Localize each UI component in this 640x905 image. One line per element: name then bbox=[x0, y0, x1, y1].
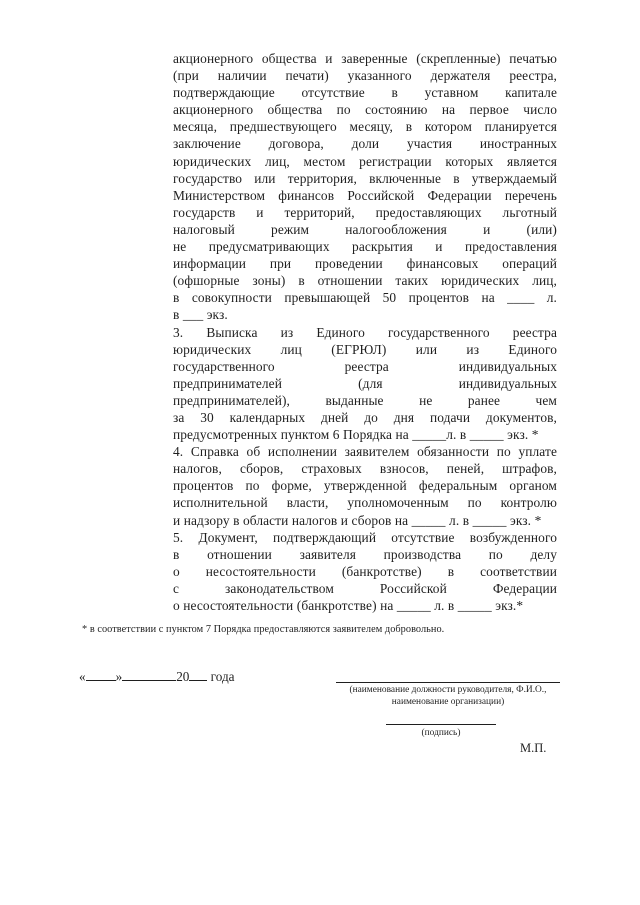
item-3-line: 3. Выписка из Единого государственного реестра bbox=[173, 324, 557, 340]
item-4-tax-certificate bbox=[173, 443, 557, 528]
intro-line: акционерного общества и заверенные (скрепленные) печатью bbox=[173, 51, 557, 66]
intro-line: подтверждающие отсутствие в уставном капитале bbox=[173, 85, 557, 101]
date-month-blank[interactable] bbox=[122, 669, 176, 681]
date-line bbox=[79, 669, 235, 685]
item-3-line: предусмотренных пунктом 6 Порядка на _____л. в _____ экз. * bbox=[173, 427, 539, 443]
intro-line: государств и территорий, предоставляющих льготный bbox=[173, 204, 557, 220]
item-5-line: с законодательством Российской Федерации bbox=[173, 580, 557, 596]
item-3-line: предпринимателей (для индивидуальных bbox=[173, 375, 557, 391]
position-caption bbox=[330, 684, 566, 708]
date-year-blank[interactable] bbox=[189, 669, 207, 681]
position-caption-line-2: наименование организации) bbox=[391, 697, 505, 707]
date-open-quote: « bbox=[79, 669, 86, 684]
signature-caption: (подпись) bbox=[421, 728, 461, 738]
item-3-extract-egrul bbox=[173, 324, 557, 444]
date-year-word: года bbox=[210, 669, 235, 684]
item-3-line: юридических лиц (ЕГРЮЛ) или из Единого bbox=[173, 341, 557, 357]
intro-line: (офшорные зоны) в отношении таких юридических лиц, bbox=[173, 273, 557, 289]
item-5-line: о несостоятельности (банкротстве) на _____ л. в _____ экз.* bbox=[173, 598, 524, 613]
position-caption-line-1: (наименование должности руководителя, Ф.И.О., bbox=[349, 685, 547, 695]
intro-line: акционерного общества по состоянию на первое число bbox=[173, 102, 557, 118]
item-4-line: процентов по форме, утвержденной федеральным органом bbox=[173, 478, 557, 494]
item-3-line: государственного реестра индивидуальных bbox=[173, 358, 557, 374]
intro-line: информации при проведении финансовых операций bbox=[173, 256, 557, 272]
intro-line: не предусматривающих раскрытия и предоставления bbox=[173, 239, 557, 255]
date-day-blank[interactable] bbox=[86, 669, 116, 681]
intro-line: в совокупности превышающей 50 процентов на ____ л. bbox=[173, 290, 557, 306]
intro-line: заключение договора, доли участия иностранных bbox=[173, 136, 557, 152]
intro-line: Министерством финансов Российской Федерации перечень bbox=[173, 187, 557, 203]
item-4-line: и надзору в области налогов и сборов на _____ л. в _____ экз. * bbox=[173, 512, 542, 528]
item-5-line: о несостоятельности (банкротстве) в соответствии bbox=[173, 563, 557, 579]
stamp-mark: М.П. bbox=[520, 741, 547, 755]
item-5-line: в отношении заявителя производства по делу bbox=[173, 546, 557, 562]
intro-line: месяца, предшествующего месяцу, в котором планируется bbox=[173, 119, 557, 135]
date-close-quote: » bbox=[115, 669, 123, 684]
intro-line: юридических лиц, местом регистрации которых является bbox=[173, 153, 557, 169]
item-4-line: исполнительной власти, уполномоченным по контролю bbox=[173, 495, 557, 511]
intro-line: (при наличии печати) указанного держателя реестра, bbox=[173, 68, 557, 84]
position-name-line[interactable] bbox=[336, 682, 560, 683]
item-4-line: 4. Справка об исполнении заявителем обязанности по уплате bbox=[173, 444, 557, 460]
paragraph-intro bbox=[173, 50, 557, 324]
item-3-line: за 30 календарных дней до дня подачи документов, bbox=[173, 409, 557, 425]
item-3-line: предпринимателей), выданные не ранее чем bbox=[173, 392, 557, 408]
intro-line: в ___ экз. bbox=[173, 307, 228, 323]
item-5-bankruptcy-document bbox=[173, 529, 557, 614]
intro-line: налоговый режим налогообложения и (или) bbox=[173, 221, 557, 237]
date-year-prefix: 20 bbox=[176, 669, 190, 684]
item-4-line: налогов, сборов, страховых взносов, пеней, штрафов, bbox=[173, 461, 557, 477]
signature-line[interactable] bbox=[386, 724, 496, 725]
intro-line: государство или территория, включенные в утверждаемый bbox=[173, 170, 557, 186]
footnote: * в соответствии с пунктом 7 Порядка предоставляются заявителем добровольно. bbox=[82, 624, 445, 635]
document-body bbox=[173, 50, 557, 614]
item-5-line: 5. Документ, подтверждающий отсутствие возбужденного bbox=[173, 529, 557, 545]
